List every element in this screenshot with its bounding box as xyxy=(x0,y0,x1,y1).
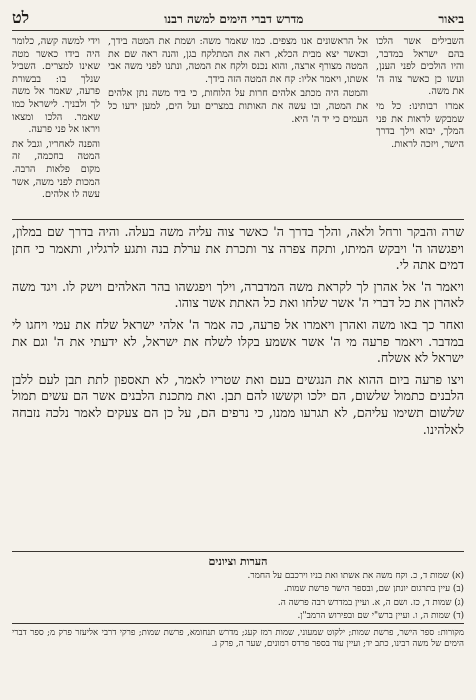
page-header xyxy=(12,8,464,31)
note-item: (א) שמות ד, כ. וקח משה את אשתו ואת בניו וירכבם על החמר. xyxy=(247,570,464,581)
commentary-paragraph: וידי למשה קשה, כלומר היה בידו כאשר מטה שאינו למצרים. השביל שנלך בו: בבשורת פרעה, שאמר אל משה לך ולבניך. לישראל כמו שאמר. הלכו ומצאו ויראו אל פני פרעה. xyxy=(12,36,100,136)
commentary-block xyxy=(12,36,464,214)
page-number: לט xyxy=(12,8,30,27)
header-title: מדרש דברי הימים למשה רבנו xyxy=(164,12,304,26)
commentary-paragraph: אמרו רבותינו: כל מי שמבקש לראות את פני המלך, יבוא וילך בדרך הישר, ויזכה לראות. xyxy=(376,100,464,150)
commentary-paragraph: והפנה לאחריו, וגבל את המטה בחכמה, זה מקום פלאות הרבה. המכות לפני משה, אשר עשה לו אלהים. xyxy=(12,138,100,201)
main-text-paragraph: ויאמר ה' אל אהרן לך לקראת משה המדברה, וילך ויפגשהו בהר האלהים וישק לו. ויגד משה לאהרן את כל דברי ה' אשר שלחו ואת כל האתת אשר צוהו. xyxy=(12,278,464,311)
header-label: ביאור xyxy=(438,12,464,26)
references-section xyxy=(12,628,464,676)
notes-title: הערות וציונים xyxy=(208,555,268,568)
section-divider xyxy=(12,219,464,220)
commentary-outer-column xyxy=(376,36,464,214)
note-item: (ג) שמות ד, כז. ושם ה, א. ועיין במדרש רבה פרשה ה. xyxy=(277,597,464,608)
commentary-paragraph: השבילים אשר הלכו בהם ישראל במדבר, והיו הולכים לפני הענן, ועשו כן כאשר צוה ה' את משה. xyxy=(376,36,464,98)
main-text xyxy=(12,224,464,546)
commentary-paragraph: והמטה היה מכתב אלהים חרות על הלוחות, כי ביד משה נתן אלהים את המטה, ובו עשה את האותות במצרים ועל הים, למען ידעו כל העמים כי יד ה' היא. xyxy=(108,88,368,125)
section-divider xyxy=(12,551,464,552)
commentary-main-column xyxy=(108,36,368,214)
commentary-inner-column xyxy=(12,36,100,214)
note-item: (ד) שמות ה, ו. ועיין ברש"י שם ובפירוש הרמב"ן. xyxy=(297,611,464,622)
note-item: (ב) עיין בתרגום יונתן שם, ובספר הישר פרשת שמות. xyxy=(283,584,464,595)
main-text-paragraph: ויצו פרעה ביום ההוא את הנגשים בעם ואת שטריו לאמר, לא תאספון לתת תבן לעם ללבן הלבנים כתמול שלשום, הם ילכו וקששו להם תבן. ואת מתכנת הלבנים אשר הם עשים תמול שלשום תשימו עליהם, לא תגרעו ממנו, כי נרפים הם, על כן הם צעקים לאמר נלכה נזבחה לאלהינו. xyxy=(12,371,464,437)
section-divider xyxy=(12,623,464,624)
main-text-paragraph: שרה והבקר ורחל ולאה, והלך בדרך ה' כאשר צוה עליה משה בעלה. והיה בדרך שם במלון, ויפגשהו ה' ויבקש המיתו, ותקח צפרה צר ותכרת את ערלת בנה ותגע לרגליו, ותאמר כי חתן דמים אתה לי. xyxy=(12,224,464,273)
reference-item: מקורות: ספר הישר, פרשת שמות; ילקוט שמעוני, שמות רמז קעג; מדרש תנחומא, פרשת שמות; פרקי דרבי אליעזר פרק מ; ספר דברי הימים של משה רבינו, כתב יד; ועיין עוד בספר פרדס רמונים, שער ה, פרק ג. xyxy=(12,628,464,650)
main-text-paragraph: ואחר כך באו משה ואהרן ויאמרו אל פרעה, כה אמר ה' אלהי ישראל שלח את עמי ויחגו לי במדבר. ויאמר פרעה מי ה' אשר אשמע בקלו לשלח את ישראל, לא ידעתי את ה' וגם את ישראל לא אשלח. xyxy=(12,316,464,366)
commentary-paragraph: אל הראשונים אנו מצפים. כמו שאמר משה: ושמת את המטה בידך, וכאשר יצא מבית הכלא, ראה את המתלקח בגן, והנה ראה שם את המטה מצורף ארצה, והוא נכנס ולקח את המטה, ונתנו לפני משה אבי אשתו, ויאמר אליו: קח את המטה הזה בידך. xyxy=(108,36,368,85)
notes-section xyxy=(12,555,464,622)
